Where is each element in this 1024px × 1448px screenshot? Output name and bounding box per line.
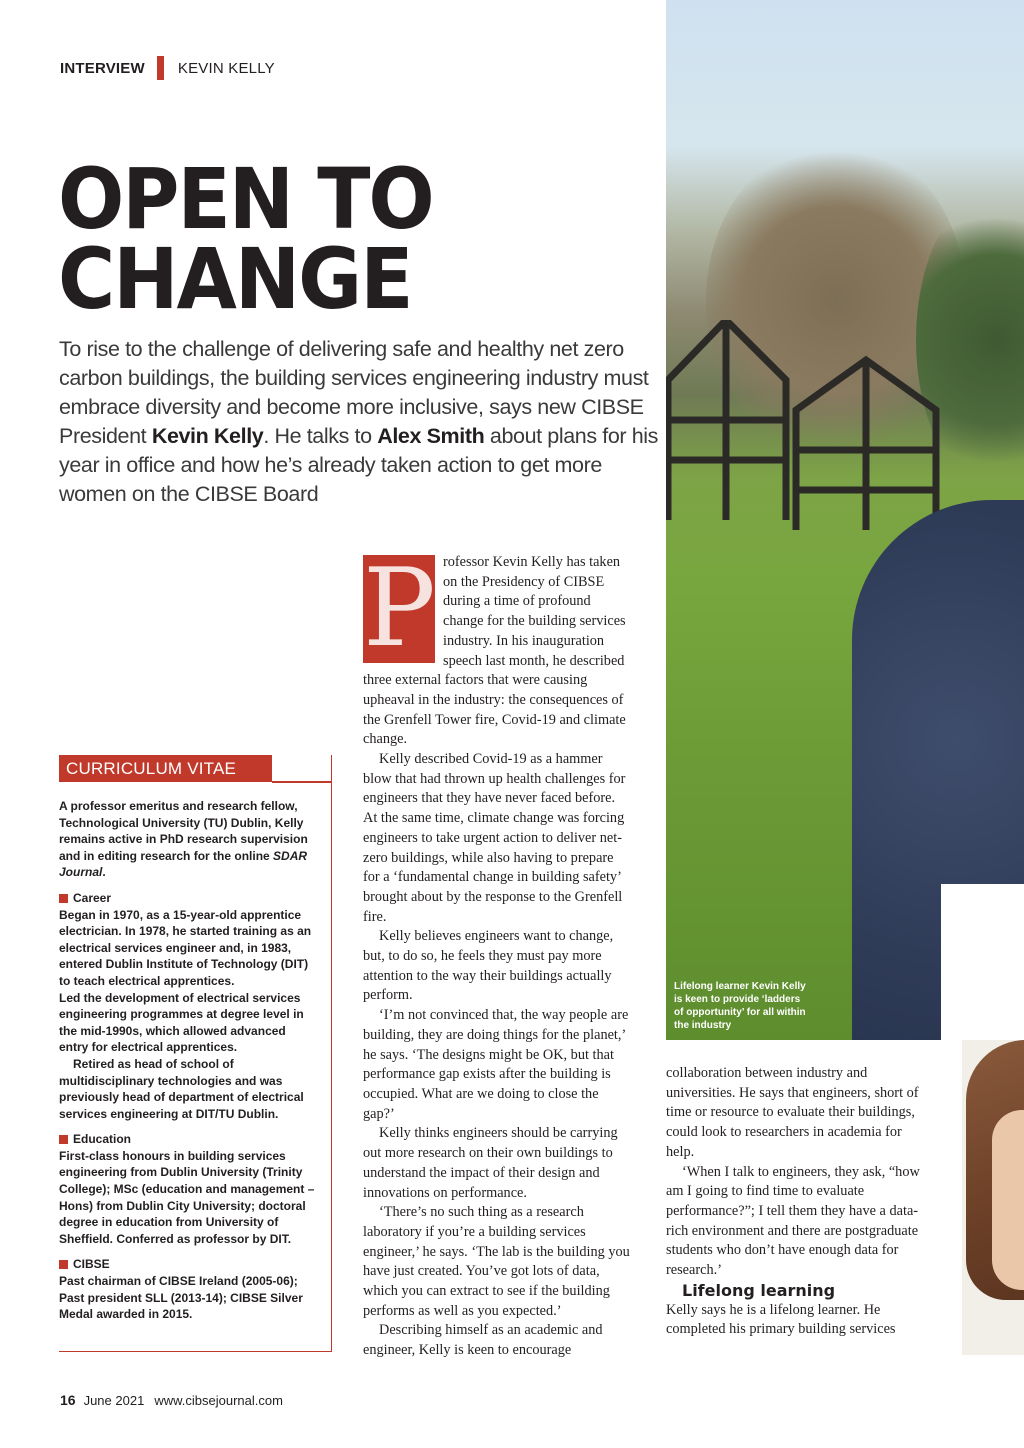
header-divider bbox=[157, 56, 164, 80]
cv-career-heading bbox=[59, 890, 317, 907]
cv-career-p2: Led the development of electrical services engineering programmes at degree level in the mid-1990s, which allowed advanced entry for electrical apprentices. bbox=[59, 990, 304, 1055]
standfirst-name-president: Kevin Kelly bbox=[151, 424, 264, 448]
standfirst-name-author: Alex Smith bbox=[377, 424, 485, 448]
cv-title-rule bbox=[272, 781, 332, 783]
white-panel bbox=[941, 884, 1024, 1040]
bullet-square-icon bbox=[59, 894, 68, 903]
article-paragraph: ‘I’m not convinced that, the way people are building, they are doing things for the planet,’ he says. ‘The designs might be OK, but that performance gap exists after the building is occupied. What are we doing to close the gap?’ bbox=[363, 1007, 629, 1122]
cv-career-p1: Began in 1970, as a 15-year-old apprentice electrician. In 1978, he started training as an electrical services engineer and, in 1983, entered Dublin Institute of Technology (DIT) to teach electrical apprentices. bbox=[59, 907, 312, 988]
cv-cibse-text: Past chairman of CIBSE Ireland (2005-06); Past president SLL (2013-14); CIBSE Silver Medal awarded in 2015. bbox=[59, 1274, 303, 1322]
sculpture-graphic bbox=[666, 320, 986, 540]
face-shape bbox=[992, 1110, 1024, 1290]
section-label: INTERVIEW bbox=[60, 59, 145, 77]
article-paragraph: Kelly believes engineers want to change, but, to do so, he feels they must pay more attention to the way their buildings actually perform. bbox=[363, 928, 614, 1004]
website-link[interactable]: www.cibsejournal.com bbox=[154, 1393, 283, 1408]
title-line-2: CHANGE bbox=[58, 231, 412, 329]
cv-body bbox=[59, 798, 317, 1323]
page-title bbox=[58, 151, 658, 329]
article-paragraph: Kelly described Covid-19 as a hammer blow that had thrown up health challenges for engineers that they have never faced before. At the same time, climate change was forcing engineers to take urgent action to deliver net-zero buildings, while also having to prepare for a ‘fundamental change in building safety’ brought about by the response to the Grenfell fire. bbox=[363, 751, 626, 925]
drop-cap: P bbox=[363, 546, 436, 671]
article-paragraph: Describing himself as an academic and engineer, Kelly is keen to encourage bbox=[363, 1322, 603, 1359]
cv-intro-end: . bbox=[102, 865, 106, 880]
cv-career-p3: Retired as head of school of multidisciplinary technologies and was previously head of department of electrical services engineering at DIT/TU Dublin. bbox=[59, 1056, 304, 1121]
cv-cibse-heading bbox=[59, 1256, 317, 1273]
standfirst-text-2: . He talks to bbox=[263, 424, 378, 448]
article-paragraph bbox=[363, 546, 630, 750]
issue-date: June 2021 bbox=[83, 1393, 145, 1408]
section-subheading: Lifelong learning bbox=[682, 1280, 836, 1300]
interview-subject: KEVIN KELLY bbox=[177, 59, 275, 77]
standfirst-text-3: about plans for his year in office and how he’s already taken action to get more women on the CIBSE Board bbox=[59, 424, 659, 506]
article-column-1 bbox=[363, 546, 630, 1361]
article-column-2 bbox=[666, 1064, 920, 1340]
photo-caption: Lifelong learner Kevin Kelly is keen to provide ‘ladders of opportunity’ for all within the industry bbox=[674, 981, 806, 1031]
article-paragraph: ‘There’s no such thing as a research laboratory if you’re a building services engineer,’ he says. ‘The lab is the building you have just created. You’ve got lots of data, which you can extract to see if the building performs as well as you expected.’ bbox=[363, 1204, 630, 1319]
portrait-photo bbox=[666, 0, 1024, 1040]
cv-intro bbox=[59, 798, 317, 881]
standfirst bbox=[59, 335, 659, 509]
article-opening-text: rofessor Kevin Kelly has taken on the Presidency of CIBSE during a time of profound change for the building services industry. In his inauguration speech last month, he described three external factors that were causing upheaval in the industry: the consequences of the Grenfell Tower fire, Covid-19 and climate change. bbox=[363, 554, 626, 748]
page-number: 16 bbox=[60, 1392, 76, 1408]
title-line-1: OPEN TO bbox=[58, 151, 433, 249]
cv-career-label: Career bbox=[73, 890, 112, 905]
cv-title: CURRICULUM VITAE bbox=[59, 755, 272, 782]
cv-education-label: Education bbox=[73, 1132, 132, 1147]
cv-journal-name: SDAR Journal bbox=[59, 848, 308, 880]
article-paragraph: Kelly thinks engineers should be carrying out more research on their own buildings to understand the impact of their design and innovations on performance. bbox=[363, 1125, 618, 1201]
standfirst-text-1: To rise to the challenge of delivering safe and healthy net zero carbon buildings, the building services engineering industry must embrace diversity and become more inclusive, says new CIBSE President bbox=[59, 337, 649, 448]
cv-education-text: First-class honours in building services engineering from Dublin University (Trinity College); MSc (education and management – Hons) from Dublin City University; doctoral degree in education from University of Sheffield. Conferred as professor by DIT. bbox=[59, 1148, 315, 1246]
cv-intro-text: A professor emeritus and research fellow, Technological University (TU) Dublin, Kelly remains active in PhD research supervision and in editing research for the online bbox=[59, 799, 308, 863]
page-footer bbox=[60, 1392, 283, 1408]
secondary-photo bbox=[962, 1040, 1024, 1355]
cv-education-heading bbox=[59, 1131, 317, 1148]
article-paragraph: Kelly says he is a lifelong learner. He completed his primary building services bbox=[666, 1301, 896, 1338]
cv-cibse-label: CIBSE bbox=[73, 1257, 110, 1272]
bullet-square-icon bbox=[59, 1260, 68, 1269]
bullet-square-icon bbox=[59, 1135, 68, 1144]
article-paragraph: collaboration between industry and universities. He says that engineers, short of time or resource to evaluate their buildings, could look to researchers in academia for help. bbox=[666, 1065, 919, 1160]
article-paragraph: ‘When I talk to engineers, they ask, “how am I going to find time to evaluate performance?”; I tell them they have a data-rich environment and there are postgraduate students who don’t have enough data for research.’ bbox=[666, 1163, 920, 1279]
section-header bbox=[60, 56, 275, 80]
